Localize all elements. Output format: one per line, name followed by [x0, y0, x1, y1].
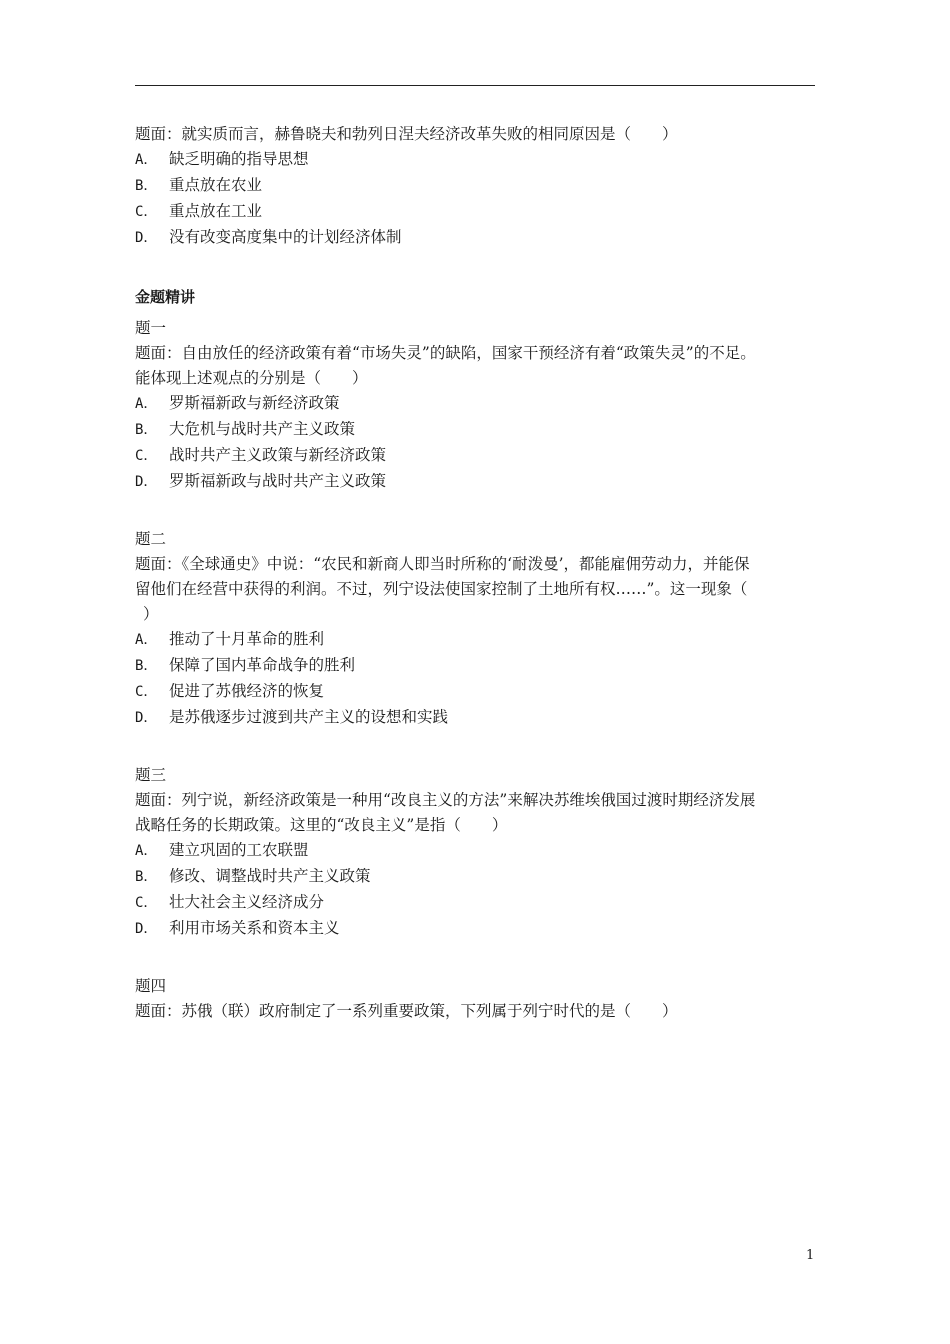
intro-option-a: A． 缺乏明确的指导思想 [135, 150, 309, 168]
header-rule [135, 85, 815, 86]
question-1 [135, 316, 825, 495]
section-title: 金题精讲 [135, 288, 196, 306]
option-a: A． 推动了十月革命的胜利 [135, 630, 325, 648]
intro-stem: 题面：就实质而言，赫鲁晓夫和勃列日涅夫经济改革失败的相同原因是（ ） [135, 125, 678, 143]
question-4 [135, 974, 825, 1024]
question-stem-line: 题面：苏俄（联）政府制定了一系列重要政策，下列属于列宁时代的是（ ） [135, 1002, 678, 1020]
intro-option-b: B． 重点放在农业 [135, 176, 263, 194]
question-stem-line: 题面：《全球通史》中说：“农民和新商人即当时所称的‘耐泼曼’，都能雇佣劳动力，并能保 [135, 555, 750, 573]
option-c: C． 战时共产主义政策与新经济政策 [135, 446, 387, 464]
option-a: A． 建立巩固的工农联盟 [135, 841, 309, 859]
question-stem-line: 题面：列宁说，新经济政策是一种用“改良主义的方法”来解决苏维埃俄国过渡时期经济发展 [135, 791, 756, 809]
option-b: B． 保障了国内革命战争的胜利 [135, 656, 356, 674]
option-a: A． 罗斯福新政与新经济政策 [135, 394, 340, 412]
question-title: 题一 [135, 319, 167, 337]
question-stem-line: ） [143, 605, 159, 623]
option-b: B． 修改、调整战时共产主义政策 [135, 867, 371, 885]
option-c: C． 壮大社会主义经济成分 [135, 893, 325, 911]
option-d: D． 是苏俄逐步过渡到共产主义的设想和实践 [135, 708, 449, 726]
intro-option-c: C． 重点放在工业 [135, 202, 263, 220]
question-stem-line: 战略任务的长期政策。这里的“改良主义”是指（ ） [135, 816, 508, 834]
question-stem-line: 留他们在经营中获得的利润。不过，列宁设法使国家控制了土地所有权……”。这一现象（ [135, 580, 748, 598]
page-number: 1 [806, 1248, 815, 1263]
question-title: 题三 [135, 766, 167, 784]
intro-option-d: D． 没有改变高度集中的计划经济体制 [135, 228, 402, 246]
option-d: D． 利用市场关系和资本主义 [135, 919, 340, 937]
option-b: B． 大危机与战时共产主义政策 [135, 420, 356, 438]
document-body [135, 122, 825, 1024]
question-stem-line: 题面：自由放任的经济政策有着“市场失灵”的缺陷，国家干预经济有着“政策失灵”的不足。 [135, 344, 756, 362]
question-3 [135, 763, 825, 942]
question-title: 题二 [135, 530, 167, 548]
question-title: 题四 [135, 977, 167, 995]
question-stem-line: 能体现上述观点的分别是（ ） [135, 369, 368, 387]
option-d: D． 罗斯福新政与战时共产主义政策 [135, 472, 387, 490]
option-c: C． 促进了苏俄经济的恢复 [135, 682, 325, 700]
intro-question [135, 122, 825, 251]
question-2 [135, 527, 825, 731]
